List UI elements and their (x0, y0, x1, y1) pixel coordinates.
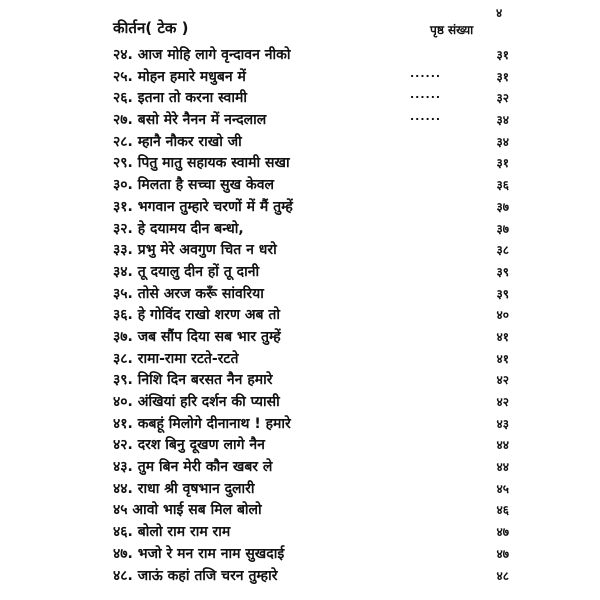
entry-page-number: ३४ (496, 113, 509, 128)
entry-page-number: ३१ (496, 156, 509, 171)
dot-leader: ...... (410, 110, 442, 124)
entry-title: ३३. प्रभु मेरे अवगुण चित न धरो (113, 242, 277, 259)
entry-page-number: ३७ (496, 221, 509, 236)
entry-page-number: ३९ (496, 286, 509, 301)
entry-page-number: ४१ (496, 329, 509, 344)
entry-page-number: ३२ (496, 91, 509, 106)
dot-leader: ...... (410, 88, 442, 102)
entry-page-number: ४६ (496, 503, 509, 518)
section-title: कीर्तन( टेक ) (113, 19, 189, 37)
list-item (113, 219, 593, 241)
entry-title: २५. मोहन हमारे मधुबन में (113, 68, 246, 85)
dot-leader: ...... (410, 66, 442, 80)
list-item (113, 153, 593, 175)
entry-page-number: ३८ (496, 243, 509, 258)
entry-title: ४४. राधा श्री वृषभान दुलारी (113, 480, 255, 497)
entry-title: ३०. मिलता है सच्चा सुख केवल (113, 177, 274, 194)
list-item (113, 435, 593, 457)
entry-title: २९. पितु मातु सहायक स्वामी सखा (113, 155, 290, 172)
entry-page-number: ३४ (496, 134, 509, 149)
list-item (113, 197, 593, 219)
page-number: ४ (496, 6, 503, 20)
entry-title: ३४. तू दयालु दीन हों तू दानी (113, 263, 260, 280)
list-item (113, 566, 593, 588)
entry-title: २७. बसो मेरे नैनन में नन्दलाल (113, 112, 267, 129)
list-item (113, 370, 593, 392)
entry-title: ४०. अंखियां हरि दर्शन की प्यासी (113, 394, 280, 410)
list-item (113, 457, 593, 479)
list-item (113, 67, 593, 89)
entry-page-number: ३१ (496, 48, 509, 62)
entry-page-number: ३१ (496, 69, 509, 84)
list-item (113, 110, 593, 132)
entry-title: २४. आज मोहि लागे वृन्दावन नीको (113, 47, 291, 63)
entry-page-number: ३६ (496, 178, 509, 193)
list-item (113, 305, 593, 327)
entry-title: ३२. हे दयामय दीन बन्धो, (113, 220, 244, 237)
list-item (113, 414, 593, 436)
list-item (113, 522, 593, 544)
entry-page-number: ४२ (496, 373, 509, 388)
table-of-contents (113, 45, 593, 587)
entry-page-number: ३७ (496, 199, 509, 214)
entry-title: ४१. कबहूं मिलोगे दीनानाथ ! हमारे (113, 415, 291, 432)
list-item (113, 88, 593, 110)
entry-page-number: ४८ (496, 568, 509, 583)
entry-title: ३८. रामा-रामा रटते-रटते (113, 350, 239, 367)
entry-page-number: ४४ (496, 438, 509, 453)
entry-page-number: ४७ (496, 546, 509, 561)
list-item (113, 175, 593, 197)
page-column-header: पृष्ठ संख्या (430, 23, 474, 37)
entry-title: ३७. जब सौंप दिया सब भार तुम्हें (113, 328, 281, 345)
entry-page-number: ४७ (496, 525, 509, 540)
entry-title: २८. म्हानै नौकर राखो जी (113, 133, 242, 150)
entry-title: २६. इतना तो करना स्वामी (113, 90, 247, 107)
entry-title: ४६. बोलो राम राम राम (113, 524, 231, 541)
list-item (113, 262, 593, 284)
list-item (113, 479, 593, 501)
list-item (113, 349, 593, 371)
entry-title: ३१. भगवान तुम्हारे चरणों में मैं तुम्हें (113, 198, 293, 215)
entry-page-number: ४२ (496, 395, 509, 409)
entry-page-number: ४३ (496, 416, 509, 431)
list-item (113, 284, 593, 306)
entry-page-number: ४१ (496, 351, 509, 366)
entry-page-number: ४० (496, 308, 509, 323)
list-item (113, 132, 593, 154)
list-item (113, 544, 593, 566)
list-item (113, 392, 593, 414)
entry-title: ४३. तुम बिन मेरी कौन खबर ले (113, 459, 273, 476)
entry-page-number: ३९ (496, 264, 509, 279)
toc-header (113, 18, 593, 40)
list-item (113, 500, 593, 522)
entry-title: ४५ आवो भाई सब मिल बोलो (113, 502, 262, 519)
entry-page-number: ४४ (496, 460, 509, 475)
entry-title: ३९. निशि दिन बरसत नैन हमारे (113, 372, 273, 389)
entry-title: ३५. तोसे अरज करूँ सांवरिया (113, 285, 264, 302)
list-item (113, 45, 593, 67)
entry-page-number: ४५ (496, 481, 509, 496)
entry-title: ४७. भजो रे मन राम नाम सुखदाई (113, 545, 285, 562)
list-item (113, 240, 593, 262)
entry-title: ४८. जाऊं कहां तजि चरन तुम्हारे (113, 567, 278, 584)
entry-title: ४२. दरश बिनु दूखण लागे नैन (113, 437, 265, 454)
list-item (113, 327, 593, 349)
entry-title: ३६. हे गोविंद राखो शरण अब तो (113, 307, 281, 324)
